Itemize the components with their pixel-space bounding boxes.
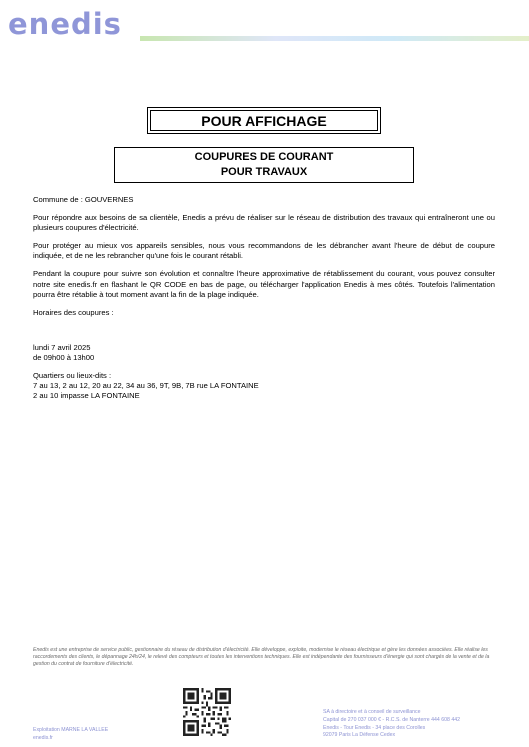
commune-label: Commune de : GOUVERNES <box>33 195 134 204</box>
qr-code-icon[interactable] <box>183 688 231 736</box>
subtitle-line-2: POUR TRAVAUX <box>220 166 308 178</box>
footer-website-link[interactable]: enedis.fr <box>33 735 53 741</box>
footer-description: Enedis est une entreprise de service public, gestionnaire du réseau de distribution d'électricité. Elle développe, exploite, modernise le réseau électrique et gère les données associées. Elle réalise les raccordements des clients, le dépannage 24h/24, le relevé des compteurs et toutes les interventions techniques. Elle est indépendante des fournisseurs d'énergie qui sont chargés de la vente et de la gestion du contrat de fourniture d'électricité. <box>33 647 490 668</box>
title-box <box>147 107 381 134</box>
footer-exploitation: Exploitation MARNE LA VALLEE <box>33 727 109 733</box>
footer-left-block <box>33 726 108 742</box>
paragraph-follow-up: Pendant la coupure pour suivre son évolution et connaître l'heure approximative de rétablissement du courant, vous pouvez consulter notre site enedis.fr en flashant le QR CODE en bas de page, ou télécharger l'application Enedis à mes côtés. Toutefois l'alimentation pourra être rétablie à tout moment avant la fin de la plage indiquée. <box>33 269 495 299</box>
footer-legal-line: Enedis - Tour Enedis - 34 place des Corolles <box>323 724 426 731</box>
footer-legal-line: Capital de 270 037 000 € - R.C.S. de Nanterre 444 608 442 <box>323 716 460 723</box>
locations-heading: Quartiers ou lieux-dits : <box>33 371 112 381</box>
enedis-logo: enedis <box>8 7 122 41</box>
location-line: 2 au 10 impasse LA FONTAINE <box>33 391 140 401</box>
header-stripe <box>140 36 529 41</box>
footer-legal-block <box>323 709 460 740</box>
page-title: POUR AFFICHAGE <box>150 110 378 131</box>
paragraph-intro: Pour répondre aux besoins de sa clientèle, Enedis a prévu de réaliser sur le réseau de distribution des travaux qui entraîneront une ou plusieurs coupures d'électricité. <box>33 213 495 233</box>
location-line: 7 au 13, 2 au 12, 20 au 22, 34 au 36, 9T, 9B, 7B rue LA FONTAINE <box>33 381 259 391</box>
notice-body <box>33 195 495 402</box>
footer-legal-line: SA à directoire et à conseil de surveillance <box>323 709 421 715</box>
subtitle-box <box>114 147 414 183</box>
schedule-hours: de 09h00 à 13h00 <box>33 353 95 363</box>
schedule-date: lundi 7 avril 2025 <box>33 342 91 352</box>
schedule-heading: Horaires des coupures : <box>33 307 114 317</box>
paragraph-recommendation: Pour protéger au mieux vos appareils sensibles, nous vous recommandons de les débrancher avant l'heure de début de coupure indiquée, et de ne les rebrancher qu'une fois le courant rétabli. <box>33 241 495 261</box>
subtitle-line-1: COUPURES DE COURANT <box>194 151 334 163</box>
footer-legal-line: 92079 Paris La Défense Cedex <box>323 732 396 739</box>
